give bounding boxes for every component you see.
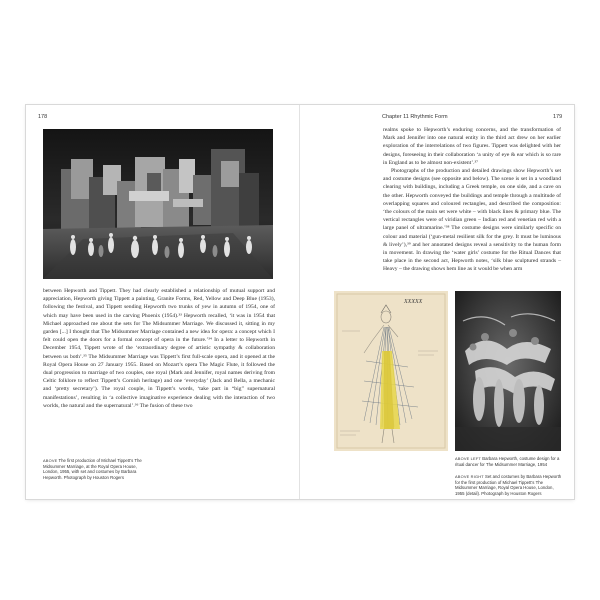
left-body-text (43, 287, 275, 410)
left-caption-label: ABOVE (43, 458, 58, 463)
right-caption-1-label: ABOVE LEFT (455, 456, 481, 461)
book-spread (26, 105, 574, 499)
costume-sketch-image (334, 291, 448, 451)
right-paragraph-2: Photographs of the production and detailed drawings show Hepworth’s set and costume designs (see opposite and below). The scene is set in a woodland clearing with buildings, including a Greek temple, on one side, and a cave on the other. Hepworth conveyed the buildings and temple through a multitude of overlapping squares and coloured rectangles, and described the composition: ‘the colours of the main set were white – with black lines & primary blue. The vertical rectangles were of viridian green – Indian red and venetian red with a large panel of ultramarine.’³⁸ The costume designs were similarly specific on colour and material (‘gun-metal resilient silk for the grey. It must be luminous & lively’),³⁹ and her annotated designs reveal a sensitivity to the human form in movement. In drawing the ‘water girls’ costume for the Ritual Dances that take place in the second act, Hepworth notes, ‘silk blue sculptured strands – Heavy – the drawing shows hem line as it would be when arm (383, 168, 561, 273)
right-caption-2-text: Set and costumes by Barbara Hepworth for the first production of Michael Tippett’s The Midsummer Marriage, Royal Opera House, London, 1955 (detail). Photograph by Houston Rogers (455, 474, 562, 496)
left-caption-text: The first production of Michael Tippett’s The Midsummer Marriage, at the Royal Opera House, London, 1955, with set and costumes by Barbara Hepworth. Photograph by Houston Rogers (43, 458, 142, 480)
left-page-number: 178 (38, 114, 48, 120)
left-caption (43, 458, 151, 480)
right-paragraph-1: realms spoke to Hepworth’s enduring concerns, and the transformation of Mark and Jennifer into one natural entity in the third act drew on her earlier exploration of the interrelations of two figures. Tippett was delighted with her designs, foreseeing in their collaboration ‘a unity of eye & ear which is so rare in England as to be almost non-existent’.³⁷ (383, 127, 561, 166)
sketch-annotation: XXXXX (404, 299, 423, 305)
left-paragraph-1: between Hepworth and Tippett. They had clearly established a relationship of mutual support and appreciation, Hepworth giving Tippett a painting, Granite Forms, Red, Yellow and Deep Blue (1953), following the festival, and Tippett sending Hepworth two trunks of yew in autumn of 1954, one of which may have been used in the carving Phoenix (1954).³³ Hepworth recalled, ‘it was in 1954 that Michael approached me about the sets for The Midsummer Marriage. We discussed it, sitting in my garden [...] I thought that The Midsummer Marriage contained a new idea for opera: a concept which I felt could open the doors for a formal concept of opera in the future.’³⁴ In a letter to Hepworth in December 1954, Tippett wrote of the ‘extraordinary degree of artistic sympathy & collaboration between us both’.³⁵ The Midsummer Marriage was Tippett’s first full-scale opera, and it opened at the Royal Opera House on 27 January 1955. Based on Mozart’s opera The Magic Flute, it followed the dual progression to marriage of two couples, one royal (Mark and Jennifer, royal names deriving from Celtic folklore to reflect Tippett’s Cornish heritage) and one ‘everyday’ (Jack and Bella, a mechanic and ‘pretty secretary’). The royal couple, in Tippett’s words, ‘take part in “big” supernatural manifestations’, resulting in ‘a collective imaginative experience dealing with the interaction of two worlds, the natural and the supernatural’.³⁶ The fusion of these two (43, 288, 275, 409)
right-caption-1 (455, 456, 563, 467)
stage-production-photo (43, 129, 273, 279)
costume-design-sketch (334, 291, 448, 451)
right-caption-1-text: Barbara Hepworth, costume design for a ritual dancer for The Midsummer Marriage, 1954 (455, 456, 560, 467)
right-page-number: 179 (553, 114, 563, 120)
right-caption-2-label: ABOVE RIGHT (455, 474, 484, 479)
chapter-header: Chapter 11 Rhythmic Form (382, 114, 448, 120)
right-page (300, 105, 574, 499)
dancers-photo-image (455, 291, 561, 451)
stage-photo-image (43, 129, 273, 279)
left-page (26, 105, 300, 499)
right-caption-2 (455, 474, 563, 496)
dancers-photo (455, 291, 561, 451)
right-body-text (383, 126, 561, 274)
